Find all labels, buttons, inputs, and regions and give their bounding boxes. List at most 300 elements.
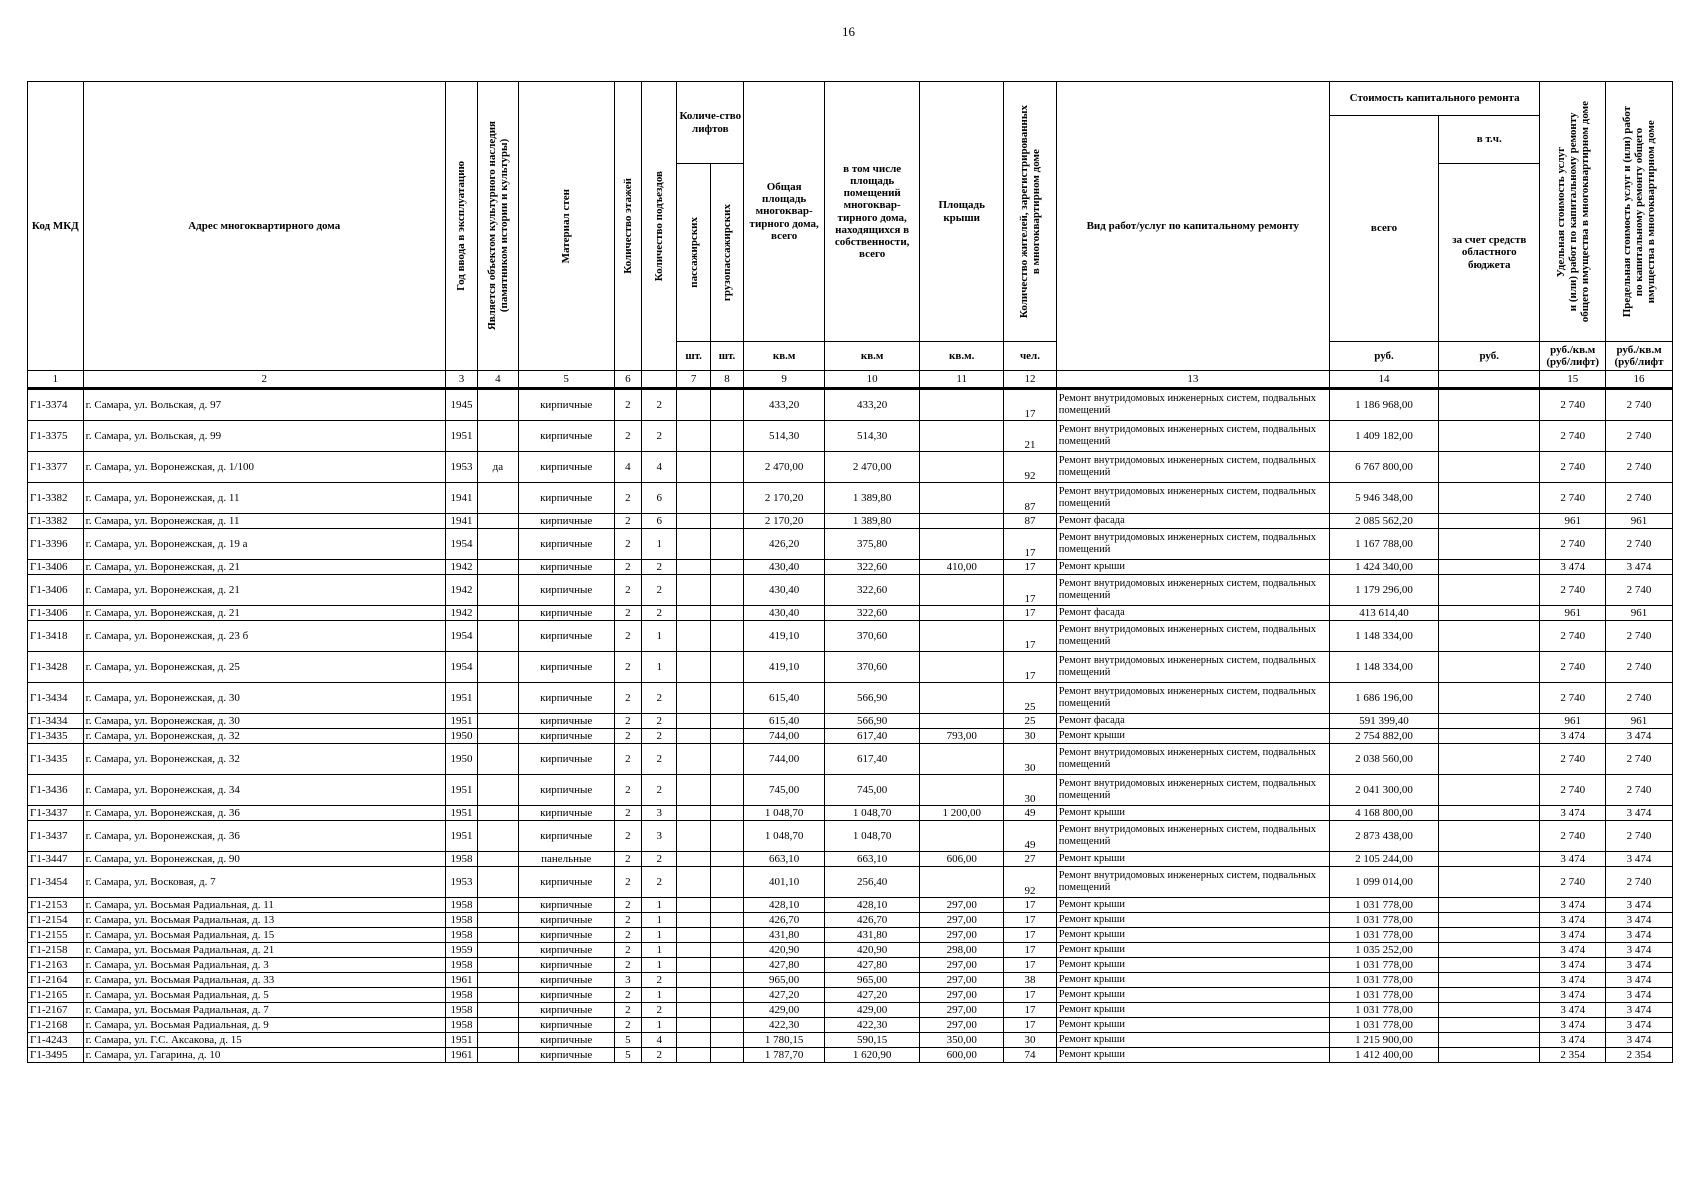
cell-entrances: 2 xyxy=(642,729,677,744)
cell-cost-total: 1 031 778,00 xyxy=(1329,958,1438,973)
table-row xyxy=(28,775,1673,806)
cell-owned-area: 428,10 xyxy=(825,898,920,913)
cell-cost-regional xyxy=(1439,560,1540,575)
cell-residents: 17 xyxy=(1004,988,1057,1003)
cell-year: 1945 xyxy=(445,389,477,421)
table-row xyxy=(28,821,1673,852)
cell-code: Г1-3437 xyxy=(28,806,84,821)
cell-cost-total: 1 035 252,00 xyxy=(1329,943,1438,958)
cell-owned-area: 1 620,90 xyxy=(825,1048,920,1063)
header-residents: Количество жителей, зарегистрированных в многоквартирном доме xyxy=(1004,82,1057,342)
cell-residents: 30 xyxy=(1004,729,1057,744)
table-row xyxy=(28,452,1673,483)
cell-lifts-passenger xyxy=(677,775,710,806)
cell-max-cost: 3 474 xyxy=(1606,560,1673,575)
header-owned-area: в том числе площадь помещений многоквар-тирного дома, находящихся в собственности, всего xyxy=(825,82,920,342)
cell-unit-cost: 2 740 xyxy=(1540,483,1606,514)
cell-heritage xyxy=(478,729,518,744)
cell-heritage xyxy=(478,1048,518,1063)
cell-total-area: 1 048,70 xyxy=(744,821,825,852)
cell-code: Г1-2163 xyxy=(28,958,84,973)
cell-unit-cost: 2 740 xyxy=(1540,389,1606,421)
cell-code: Г1-2153 xyxy=(28,898,84,913)
header-cost-regional: за счет средств областного бюджета xyxy=(1439,164,1540,342)
cell-residents: 17 xyxy=(1004,560,1057,575)
table-row xyxy=(28,867,1673,898)
cell-year: 1951 xyxy=(445,821,477,852)
unit-cost-regional: руб. xyxy=(1439,342,1540,371)
unit-unit-cost: руб./кв.м (руб/лифт) xyxy=(1540,342,1606,371)
table-row xyxy=(28,714,1673,729)
cell-cost-total: 1 412 400,00 xyxy=(1329,1048,1438,1063)
cell-heritage xyxy=(478,913,518,928)
cell-max-cost: 3 474 xyxy=(1606,913,1673,928)
column-number: 6 xyxy=(614,371,641,389)
cell-lifts-passenger xyxy=(677,973,710,988)
cell-max-cost: 3 474 xyxy=(1606,729,1673,744)
cell-lifts-cargo xyxy=(710,744,743,775)
cell-roof-area: 297,00 xyxy=(920,1018,1004,1033)
cell-total-area: 2 170,20 xyxy=(744,483,825,514)
cell-floors: 3 xyxy=(614,973,641,988)
cell-lifts-passenger xyxy=(677,821,710,852)
cell-total-area: 433,20 xyxy=(744,389,825,421)
cell-owned-area: 322,60 xyxy=(825,575,920,606)
cell-floors: 2 xyxy=(614,943,641,958)
header-total-area: Общая площадь многоквар-тирного дома, всего xyxy=(744,82,825,342)
cell-code: Г1-3435 xyxy=(28,744,84,775)
cell-residents: 17 xyxy=(1004,606,1057,621)
cell-lifts-cargo xyxy=(710,852,743,867)
cell-lifts-passenger xyxy=(677,560,710,575)
cell-heritage xyxy=(478,514,518,529)
cell-address: г. Самара, ул. Воронежская, д. 19 а xyxy=(83,529,445,560)
cell-address: г. Самара, ул. Восьмая Радиальная, д. 11 xyxy=(83,898,445,913)
cell-residents: 49 xyxy=(1004,821,1057,852)
cell-max-cost: 2 740 xyxy=(1606,821,1673,852)
cell-entrances: 2 xyxy=(642,683,677,714)
column-number: 14 xyxy=(1329,371,1438,389)
cell-code: Г1-2165 xyxy=(28,988,84,1003)
cell-wall-material: кирпичные xyxy=(518,1048,614,1063)
cell-lifts-passenger xyxy=(677,729,710,744)
cell-cost-regional xyxy=(1439,913,1540,928)
header-max-cost: Предельная стоимость услуг и (или) работ по капитальному ремонту общего имущества в многоквартирном доме xyxy=(1606,82,1673,342)
cell-heritage: да xyxy=(478,452,518,483)
table-row xyxy=(28,683,1673,714)
cell-roof-area: 297,00 xyxy=(920,988,1004,1003)
cell-floors: 2 xyxy=(614,1018,641,1033)
cell-cost-regional xyxy=(1439,852,1540,867)
cell-residents: 17 xyxy=(1004,958,1057,973)
cell-roof-area xyxy=(920,652,1004,683)
cell-code: Г1-3406 xyxy=(28,560,84,575)
cell-floors: 2 xyxy=(614,483,641,514)
cell-cost-total: 2 105 244,00 xyxy=(1329,852,1438,867)
cell-owned-area: 1 389,80 xyxy=(825,514,920,529)
cell-cost-total: 1 186 968,00 xyxy=(1329,389,1438,421)
table-row xyxy=(28,898,1673,913)
table-row xyxy=(28,958,1673,973)
cell-max-cost: 3 474 xyxy=(1606,898,1673,913)
cell-year: 1951 xyxy=(445,421,477,452)
cell-cost-regional xyxy=(1439,389,1540,421)
cell-heritage xyxy=(478,621,518,652)
cell-unit-cost: 3 474 xyxy=(1540,560,1606,575)
cell-year: 1958 xyxy=(445,988,477,1003)
cell-lifts-passenger xyxy=(677,1048,710,1063)
cell-wall-material: кирпичные xyxy=(518,683,614,714)
cell-cost-total: 1 031 778,00 xyxy=(1329,898,1438,913)
cell-roof-area xyxy=(920,452,1004,483)
header-entrances: Количество подъездов xyxy=(642,82,677,371)
cell-owned-area: 1 048,70 xyxy=(825,821,920,852)
cell-unit-cost: 2 740 xyxy=(1540,421,1606,452)
cell-cost-regional xyxy=(1439,483,1540,514)
cell-wall-material: кирпичные xyxy=(518,943,614,958)
cell-code: Г1-3374 xyxy=(28,389,84,421)
cell-wall-material: кирпичные xyxy=(518,575,614,606)
cell-entrances: 6 xyxy=(642,483,677,514)
cell-total-area: 615,40 xyxy=(744,683,825,714)
cell-lifts-passenger xyxy=(677,529,710,560)
cell-address: г. Самара, ул. Восьмая Радиальная, д. 7 xyxy=(83,1003,445,1018)
cell-entrances: 3 xyxy=(642,821,677,852)
column-number: 16 xyxy=(1606,371,1673,389)
cell-floors: 2 xyxy=(614,806,641,821)
header-wall-material: Материал стен xyxy=(518,82,614,371)
cell-cost-regional xyxy=(1439,973,1540,988)
header-lifts-cargo: грузопассажирских xyxy=(710,164,743,342)
cell-total-area: 426,70 xyxy=(744,913,825,928)
cell-wall-material: кирпичные xyxy=(518,898,614,913)
cell-roof-area: 298,00 xyxy=(920,943,1004,958)
cell-roof-area xyxy=(920,606,1004,621)
cell-work-type: Ремонт крыши xyxy=(1056,852,1329,867)
cell-work-type: Ремонт внутридомовых инженерных систем, подвальных помещений xyxy=(1056,389,1329,421)
cell-lifts-cargo xyxy=(710,988,743,1003)
cell-cost-regional xyxy=(1439,575,1540,606)
cell-entrances: 2 xyxy=(642,1048,677,1063)
cell-lifts-passenger xyxy=(677,483,710,514)
cell-address: г. Самара, ул. Восковая, д. 7 xyxy=(83,867,445,898)
cell-address: г. Самара, ул. Воронежская, д. 11 xyxy=(83,514,445,529)
unit-owned-area: кв.м xyxy=(825,342,920,371)
cell-code: Г1-3434 xyxy=(28,683,84,714)
cell-wall-material: кирпичные xyxy=(518,775,614,806)
cell-roof-area: 350,00 xyxy=(920,1033,1004,1048)
cell-cost-total: 1 031 778,00 xyxy=(1329,988,1438,1003)
cell-cost-total: 5 946 348,00 xyxy=(1329,483,1438,514)
cell-entrances: 2 xyxy=(642,852,677,867)
cell-work-type: Ремонт крыши xyxy=(1056,1048,1329,1063)
cell-wall-material: кирпичные xyxy=(518,529,614,560)
cell-year: 1951 xyxy=(445,1033,477,1048)
column-number: 5 xyxy=(518,371,614,389)
cell-code: Г1-3435 xyxy=(28,729,84,744)
cell-entrances: 1 xyxy=(642,958,677,973)
cell-lifts-passenger xyxy=(677,575,710,606)
cell-total-area: 514,30 xyxy=(744,421,825,452)
cell-owned-area: 617,40 xyxy=(825,729,920,744)
cell-floors: 5 xyxy=(614,1033,641,1048)
cell-total-area: 419,10 xyxy=(744,652,825,683)
cell-heritage xyxy=(478,575,518,606)
cell-unit-cost: 2 740 xyxy=(1540,652,1606,683)
cell-total-area: 427,80 xyxy=(744,958,825,973)
header-cost-total: всего xyxy=(1329,116,1438,342)
table-row xyxy=(28,744,1673,775)
table-row xyxy=(28,652,1673,683)
cell-cost-total: 2 085 562,20 xyxy=(1329,514,1438,529)
cell-floors: 2 xyxy=(614,958,641,973)
cell-total-area: 1 787,70 xyxy=(744,1048,825,1063)
cell-owned-area: 1 389,80 xyxy=(825,483,920,514)
cell-heritage xyxy=(478,821,518,852)
cell-floors: 2 xyxy=(614,744,641,775)
cell-year: 1961 xyxy=(445,973,477,988)
cell-roof-area: 297,00 xyxy=(920,913,1004,928)
cell-max-cost: 2 354 xyxy=(1606,1048,1673,1063)
column-number: 3 xyxy=(445,371,477,389)
cell-wall-material: кирпичные xyxy=(518,744,614,775)
cell-heritage xyxy=(478,988,518,1003)
cell-cost-regional xyxy=(1439,652,1540,683)
cell-max-cost: 3 474 xyxy=(1606,928,1673,943)
cell-residents: 38 xyxy=(1004,973,1057,988)
cell-cost-regional xyxy=(1439,452,1540,483)
cell-address: г. Самара, ул. Воронежская, д. 23 б xyxy=(83,621,445,652)
cell-residents: 87 xyxy=(1004,483,1057,514)
cell-code: Г1-3428 xyxy=(28,652,84,683)
cell-wall-material: кирпичные xyxy=(518,867,614,898)
cell-code: Г1-3495 xyxy=(28,1048,84,1063)
cell-wall-material: кирпичные xyxy=(518,1033,614,1048)
cell-total-area: 430,40 xyxy=(744,606,825,621)
cell-wall-material: кирпичные xyxy=(518,652,614,683)
cell-unit-cost: 2 354 xyxy=(1540,1048,1606,1063)
cell-code: Г1-2167 xyxy=(28,1003,84,1018)
cell-lifts-cargo xyxy=(710,452,743,483)
cell-roof-area: 410,00 xyxy=(920,560,1004,575)
cell-owned-area: 256,40 xyxy=(825,867,920,898)
cell-code: Г1-2164 xyxy=(28,973,84,988)
cell-year: 1958 xyxy=(445,928,477,943)
cell-work-type: Ремонт внутридомовых инженерных систем, подвальных помещений xyxy=(1056,421,1329,452)
table-row xyxy=(28,913,1673,928)
cell-address: г. Самара, ул. Восьмая Радиальная, д. 9 xyxy=(83,1018,445,1033)
cell-wall-material: кирпичные xyxy=(518,1003,614,1018)
cell-wall-material: кирпичные xyxy=(518,714,614,729)
cell-cost-total: 1 148 334,00 xyxy=(1329,652,1438,683)
cell-work-type: Ремонт внутридомовых инженерных систем, подвальных помещений xyxy=(1056,621,1329,652)
cell-wall-material: кирпичные xyxy=(518,560,614,575)
cell-cost-total: 1 424 340,00 xyxy=(1329,560,1438,575)
cell-roof-area xyxy=(920,683,1004,714)
cell-residents: 21 xyxy=(1004,421,1057,452)
table-row xyxy=(28,1018,1673,1033)
table-row xyxy=(28,621,1673,652)
cell-unit-cost: 3 474 xyxy=(1540,943,1606,958)
cell-unit-cost: 961 xyxy=(1540,514,1606,529)
cell-owned-area: 429,00 xyxy=(825,1003,920,1018)
cell-cost-regional xyxy=(1439,514,1540,529)
cell-heritage xyxy=(478,1018,518,1033)
cell-total-area: 744,00 xyxy=(744,744,825,775)
cell-unit-cost: 3 474 xyxy=(1540,852,1606,867)
cell-lifts-cargo xyxy=(710,421,743,452)
cell-work-type: Ремонт крыши xyxy=(1056,729,1329,744)
cell-code: Г1-2168 xyxy=(28,1018,84,1033)
cell-unit-cost: 2 740 xyxy=(1540,775,1606,806)
cell-code: Г1-2158 xyxy=(28,943,84,958)
cell-lifts-passenger xyxy=(677,683,710,714)
cell-cost-regional xyxy=(1439,928,1540,943)
cell-lifts-cargo xyxy=(710,928,743,943)
cell-roof-area xyxy=(920,514,1004,529)
cell-owned-area: 745,00 xyxy=(825,775,920,806)
cell-residents: 92 xyxy=(1004,867,1057,898)
cell-work-type: Ремонт крыши xyxy=(1056,973,1329,988)
header-year: Год ввода в эксплуатацию xyxy=(445,82,477,371)
cell-cost-total: 2 873 438,00 xyxy=(1329,821,1438,852)
cell-floors: 2 xyxy=(614,852,641,867)
cell-address: г. Самара, ул. Воронежская, д. 32 xyxy=(83,744,445,775)
cell-wall-material: кирпичные xyxy=(518,514,614,529)
cell-residents: 17 xyxy=(1004,575,1057,606)
cell-owned-area: 427,20 xyxy=(825,988,920,1003)
cell-unit-cost: 961 xyxy=(1540,714,1606,729)
cell-address: г. Самара, ул. Вольская, д. 97 xyxy=(83,389,445,421)
cell-heritage xyxy=(478,483,518,514)
cell-lifts-passenger xyxy=(677,1018,710,1033)
cell-heritage xyxy=(478,973,518,988)
cell-cost-regional xyxy=(1439,529,1540,560)
header-cost: Стоимость капитального ремонта xyxy=(1329,82,1539,116)
cell-lifts-passenger xyxy=(677,913,710,928)
cell-owned-area: 566,90 xyxy=(825,683,920,714)
cell-year: 1959 xyxy=(445,943,477,958)
cell-owned-area: 322,60 xyxy=(825,606,920,621)
cell-floors: 2 xyxy=(614,652,641,683)
cell-lifts-cargo xyxy=(710,606,743,621)
cell-floors: 2 xyxy=(614,621,641,652)
cell-lifts-passenger xyxy=(677,452,710,483)
cell-unit-cost: 2 740 xyxy=(1540,867,1606,898)
cell-code: Г1-4243 xyxy=(28,1033,84,1048)
cell-year: 1958 xyxy=(445,1003,477,1018)
column-number: 11 xyxy=(920,371,1004,389)
table-row xyxy=(28,560,1673,575)
cell-owned-area: 422,30 xyxy=(825,1018,920,1033)
cell-address: г. Самара, ул. Воронежская, д. 21 xyxy=(83,560,445,575)
column-number: 8 xyxy=(710,371,743,389)
cell-address: г. Самара, ул. Воронежская, д. 30 xyxy=(83,683,445,714)
unit-cost-total: руб. xyxy=(1329,342,1438,371)
cell-work-type: Ремонт крыши xyxy=(1056,560,1329,575)
cell-total-area: 1 780,15 xyxy=(744,1033,825,1048)
cell-max-cost: 2 740 xyxy=(1606,529,1673,560)
cell-wall-material: кирпичные xyxy=(518,928,614,943)
cell-max-cost: 2 740 xyxy=(1606,389,1673,421)
cell-floors: 2 xyxy=(614,575,641,606)
cell-wall-material: кирпичные xyxy=(518,821,614,852)
cell-entrances: 1 xyxy=(642,529,677,560)
table-row xyxy=(28,928,1673,943)
cell-lifts-cargo xyxy=(710,514,743,529)
cell-address: г. Самара, ул. Восьмая Радиальная, д. 3 xyxy=(83,958,445,973)
cell-max-cost: 3 474 xyxy=(1606,806,1673,821)
cell-residents: 25 xyxy=(1004,714,1057,729)
cell-year: 1958 xyxy=(445,958,477,973)
cell-cost-regional xyxy=(1439,988,1540,1003)
cell-entrances: 1 xyxy=(642,1018,677,1033)
cell-cost-total: 413 614,40 xyxy=(1329,606,1438,621)
cell-owned-area: 514,30 xyxy=(825,421,920,452)
column-number: 15 xyxy=(1540,371,1606,389)
cell-code: Г1-2155 xyxy=(28,928,84,943)
cell-max-cost: 3 474 xyxy=(1606,943,1673,958)
cell-wall-material: кирпичные xyxy=(518,421,614,452)
cell-lifts-passenger xyxy=(677,514,710,529)
cell-roof-area xyxy=(920,483,1004,514)
table-row xyxy=(28,575,1673,606)
page-number: 16 xyxy=(842,24,855,39)
cell-lifts-passenger xyxy=(677,1003,710,1018)
cell-address: г. Самара, ул. Восьмая Радиальная, д. 15 xyxy=(83,928,445,943)
cell-max-cost: 3 474 xyxy=(1606,973,1673,988)
cell-lifts-cargo xyxy=(710,621,743,652)
cell-entrances: 2 xyxy=(642,973,677,988)
cell-owned-area: 2 470,00 xyxy=(825,452,920,483)
cell-lifts-cargo xyxy=(710,1048,743,1063)
cell-address: г. Самара, ул. Восьмая Радиальная, д. 5 xyxy=(83,988,445,1003)
cell-max-cost: 2 740 xyxy=(1606,775,1673,806)
cell-heritage xyxy=(478,606,518,621)
cell-total-area: 422,30 xyxy=(744,1018,825,1033)
cell-lifts-passenger xyxy=(677,958,710,973)
cell-entrances: 2 xyxy=(642,389,677,421)
cell-floors: 5 xyxy=(614,1048,641,1063)
cell-cost-total: 4 168 800,00 xyxy=(1329,806,1438,821)
cell-cost-total: 2 754 882,00 xyxy=(1329,729,1438,744)
cell-work-type: Ремонт внутридомовых инженерных систем, подвальных помещений xyxy=(1056,652,1329,683)
cell-lifts-cargo xyxy=(710,973,743,988)
cell-residents: 49 xyxy=(1004,806,1057,821)
cell-address: г. Самара, ул. Воронежская, д. 1/100 xyxy=(83,452,445,483)
cell-max-cost: 2 740 xyxy=(1606,575,1673,606)
cell-address: г. Самара, ул. Воронежская, д. 21 xyxy=(83,575,445,606)
cell-entrances: 2 xyxy=(642,560,677,575)
cell-unit-cost: 3 474 xyxy=(1540,973,1606,988)
cell-lifts-cargo xyxy=(710,943,743,958)
cell-year: 1951 xyxy=(445,714,477,729)
cell-total-area: 420,90 xyxy=(744,943,825,958)
cell-address: г. Самара, ул. Воронежская, д. 25 xyxy=(83,652,445,683)
cell-roof-area xyxy=(920,867,1004,898)
cell-total-area: 427,20 xyxy=(744,988,825,1003)
cell-address: г. Самара, ул. Восьмая Радиальная, д. 33 xyxy=(83,973,445,988)
cell-lifts-cargo xyxy=(710,1003,743,1018)
cell-entrances: 2 xyxy=(642,867,677,898)
cell-cost-regional xyxy=(1439,898,1540,913)
cell-owned-area: 433,20 xyxy=(825,389,920,421)
cell-cost-total: 1 099 014,00 xyxy=(1329,867,1438,898)
header-code: Код МКД xyxy=(28,82,84,371)
cell-owned-area: 370,60 xyxy=(825,652,920,683)
cell-unit-cost: 3 474 xyxy=(1540,898,1606,913)
cell-floors: 2 xyxy=(614,1003,641,1018)
